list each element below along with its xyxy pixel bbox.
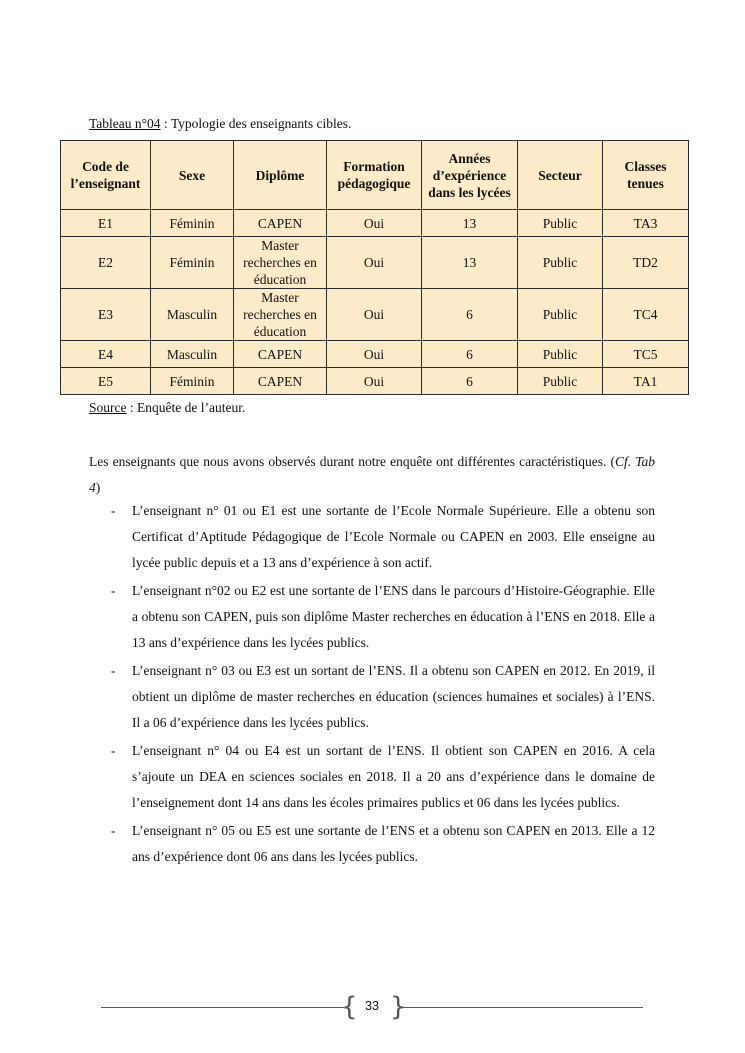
- list-item: - L’enseignant n° 05 ou E5 est une sortante de l’ENS et a obtenu son CAPEN en 2013. Elle a 12 ans d’expérience dont 06 ans dans les lycées publics.: [111, 823, 655, 864]
- table-cell: Public: [518, 237, 603, 289]
- table-cell: Masculin: [151, 289, 234, 341]
- intro-close: ): [95, 480, 101, 495]
- intro-reference: Cf. Tab 4: [89, 454, 655, 495]
- table-cell: Féminin: [151, 368, 234, 395]
- header-cell: Secteur: [518, 141, 603, 210]
- footer-right-brace-icon: }: [390, 992, 407, 1022]
- table-row: [61, 368, 689, 395]
- header-cell: Diplôme: [234, 141, 327, 210]
- list-item-text: L’enseignant n° 04 ou E4 est un sortant de l’ENS. Il obtient son CAPEN en 2016. A cela s’ajoute un DEA en sciences sociales en 2018. Il a 20 ans d’expérience dans le domaine de l’enseignement dont 14 ans dans les écoles primaires publics et 06 dans les lycées publics.: [132, 743, 655, 810]
- footer-rule-left: [101, 1007, 344, 1008]
- list-item: - L’enseignant n° 03 ou E3 est un sortant de l’ENS. Il a obtenu son CAPEN en 2012. En 2019, il obtient un diplôme de master recherches en éducation (sciences humaines et sociales) à l’ENS. Il a 06 d’expérience dans les lycées publics.: [111, 663, 655, 730]
- table-cell: 6: [422, 368, 518, 395]
- source-label: Source: [89, 400, 127, 415]
- table-cell: E1: [61, 210, 151, 237]
- header-cell: Années d’expérience dans les lycées: [422, 141, 518, 210]
- table-cell: E5: [61, 368, 151, 395]
- table-cell: Oui: [327, 341, 422, 368]
- list-item-text: L’enseignant n° 05 ou E5 est une sortante de l’ENS et a obtenu son CAPEN en 2013. Elle a 12 ans d’expérience dont 06 ans dans les lycées publics.: [132, 823, 655, 864]
- table-cell: Master recherches en éducation: [234, 289, 327, 341]
- table-cell: CAPEN: [234, 368, 327, 395]
- header-cell: Sexe: [151, 141, 234, 210]
- table-cell: CAPEN: [234, 210, 327, 237]
- table-cell: Féminin: [151, 210, 234, 237]
- table-cell: 13: [422, 237, 518, 289]
- table-cell: TC4: [603, 289, 689, 341]
- footer-rule-right: [400, 1007, 643, 1008]
- table-cell: Masculin: [151, 341, 234, 368]
- table-cell: E2: [61, 237, 151, 289]
- table-cell: 6: [422, 289, 518, 341]
- table-cell: Oui: [327, 237, 422, 289]
- table-cell: 13: [422, 210, 518, 237]
- list-item-text: L’enseignant n° 03 ou E3 est un sortant de l’ENS. Il a obtenu son CAPEN en 2012. En 2019, il obtient un diplôme de master recherches en éducation (sciences humaines et sociales) à l’ENS. Il a 06 d’expérience dans les lycées publics.: [132, 663, 655, 730]
- table-cell: Oui: [327, 289, 422, 341]
- table-cell: CAPEN: [234, 341, 327, 368]
- table-caption-label: Tableau n°04: [89, 116, 161, 131]
- table-cell: Public: [518, 341, 603, 368]
- table-row: [61, 341, 689, 368]
- table-cell: TA3: [603, 210, 689, 237]
- header-cell: Classes tenues: [603, 141, 689, 210]
- teacher-descriptions: [89, 498, 655, 872]
- table-cell: E3: [61, 289, 151, 341]
- table-caption-text: : Typologie des enseignants cibles.: [160, 116, 352, 131]
- table-cell: Master recherches en éducation: [234, 237, 327, 289]
- list-item: - L’enseignant n° 04 ou E4 est un sortant de l’ENS. Il obtient son CAPEN en 2016. A cela s’ajoute un DEA en sciences sociales en 2018. Il a 20 ans d’expérience dans le domaine de l’enseignement dont 14 ans dans les écoles primaires publics et 06 dans les lycées publics.: [111, 743, 655, 810]
- table-cell: Féminin: [151, 237, 234, 289]
- table-cell: Oui: [327, 210, 422, 237]
- source-text: : Enquête de l’auteur.: [126, 400, 246, 415]
- header-cell: Code de l’enseignant: [61, 141, 151, 210]
- page-number: 33: [365, 999, 379, 1013]
- table-cell: TD2: [603, 237, 689, 289]
- list-item-text: L’enseignant n°02 ou E2 est une sortante de l’ENS dans le parcours d’Histoire-Géographie. Elle a obtenu son CAPEN, puis son diplôme Master recherches en éducation à l’ENS en 2018. Elle a 13 ans d’expérience dans les lycées publics.: [132, 583, 655, 650]
- intro-paragraph: [89, 449, 655, 501]
- table-header-row: [61, 141, 689, 210]
- table-cell: Public: [518, 368, 603, 395]
- table-cell: Oui: [327, 368, 422, 395]
- table-cell: Public: [518, 210, 603, 237]
- table-row: [61, 237, 689, 289]
- teachers-table: [60, 140, 689, 395]
- list-item: - L’enseignant n° 01 ou E1 est une sortante de l’Ecole Normale Supérieure. Elle a obtenu son Certificat d’Aptitude Pédagogique de l’Ecole Normale ou CAPEN en 2003. Elle enseigne au lycée public depuis et a 13 ans d’expérience à son actif.: [111, 503, 655, 570]
- footer-left-brace-icon: {: [341, 992, 358, 1022]
- table-cell: TA1: [603, 368, 689, 395]
- table-row: [61, 289, 689, 341]
- table-cell: E4: [61, 341, 151, 368]
- table-cell: 6: [422, 341, 518, 368]
- header-cell: Formation pédagogique: [327, 141, 422, 210]
- table-row: [61, 210, 689, 237]
- table-cell: TC5: [603, 341, 689, 368]
- list-item: - L’enseignant n°02 ou E2 est une sortante de l’ENS dans le parcours d’Histoire-Géographie. Elle a obtenu son CAPEN, puis son diplôme Master recherches en éducation à l’ENS en 2018. Elle a 13 ans d’expérience dans les lycées publics.: [111, 583, 655, 650]
- table-caption: [89, 116, 351, 132]
- list-item-text: L’enseignant n° 01 ou E1 est une sortante de l’Ecole Normale Supérieure. Elle a obtenu son Certificat d’Aptitude Pédagogique de l’Ecole Normale ou CAPEN en 2003. Elle enseigne au lycée public depuis et a 13 ans d’expérience à son actif.: [132, 503, 655, 570]
- table-source: [89, 400, 245, 416]
- table-cell: Public: [518, 289, 603, 341]
- intro-text: Les enseignants que nous avons observés durant notre enquête ont différentes caractéristiques. (: [89, 454, 615, 469]
